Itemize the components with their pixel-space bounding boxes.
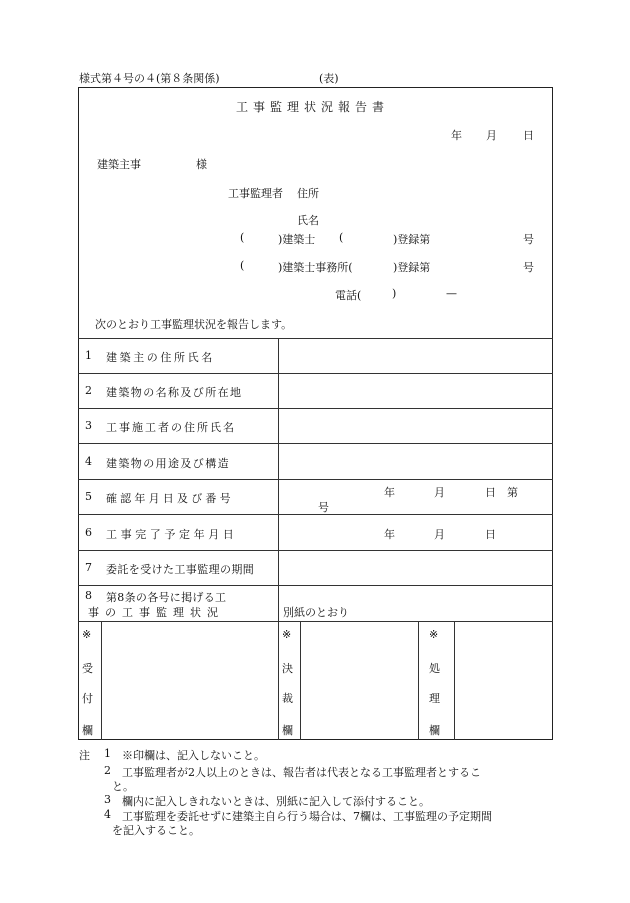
row5-month: 月 (434, 486, 445, 499)
stamp-char: 処 (429, 662, 440, 675)
architect-label: )建築士 (278, 233, 316, 246)
row-divider (78, 373, 553, 374)
row-label-confirmation: 確認年月日及び番号 (106, 492, 234, 505)
row-number: 2 (85, 384, 92, 397)
row-label-building: 建築物の名称及び所在地 (106, 386, 243, 399)
row-number: 5 (85, 490, 92, 503)
row-divider (78, 338, 553, 339)
row-divider (78, 585, 553, 586)
stamp-divider (454, 621, 455, 740)
stamp-mark: ※ (429, 628, 439, 641)
supervisor-label: 工事監理者 (228, 187, 283, 200)
row-label-completion: 工事完了予定年月日 (106, 528, 238, 541)
date-year: 年 (451, 129, 462, 142)
stamp-mark: ※ (82, 628, 92, 641)
note-text-continued: を記入すること。 (112, 824, 200, 837)
architect-open: ( (240, 231, 245, 244)
phone-label: 電話( (335, 289, 362, 302)
office-number-suffix: 号 (523, 261, 534, 274)
note-number: 4 (104, 808, 111, 821)
name-label: 氏名 (297, 214, 319, 227)
row-label-owner: 建築主の住所氏名 (106, 351, 215, 364)
row-label-status-line2: 事の工事監理状況 (88, 606, 224, 619)
row-number: 6 (85, 526, 92, 539)
note-number: 2 (104, 764, 111, 777)
row-label-use: 建築物の用途及び構造 (106, 457, 230, 470)
addressee: 建築主事 (97, 158, 141, 171)
row-divider (78, 514, 553, 515)
note-text: 工事監理者が2人以上のときは、報告者は代表となる工事監理者とするこ (122, 766, 481, 779)
date-day: 日 (523, 129, 534, 142)
row8-value: 別紙のとおり (283, 606, 349, 619)
stamp-char: 付 (82, 692, 93, 705)
row5-number: 号 (318, 501, 329, 514)
office-open: ( (240, 259, 245, 272)
phone-close: ) (392, 287, 397, 300)
office-registration-label: )登録第 (393, 261, 431, 274)
registration-number-suffix: 号 (523, 233, 534, 246)
stamp-char: 理 (429, 692, 440, 705)
row-divider (78, 443, 553, 444)
row-divider (78, 408, 553, 409)
date-month: 月 (486, 129, 497, 142)
row6-year: 年 (384, 528, 395, 541)
row5-year: 年 (384, 486, 395, 499)
row-number: 7 (85, 561, 92, 574)
phone-dash: — (446, 287, 457, 300)
stamp-char: 決 (282, 662, 293, 675)
stamp-char: 裁 (282, 692, 293, 705)
stamp-char: 受 (82, 662, 93, 675)
note-text: 欄内に記入しきれないときは、別紙に記入して添付すること。 (122, 795, 430, 808)
report-title: 工事監理状況報告書 (236, 100, 390, 114)
row-number: 4 (85, 455, 92, 468)
stamp-divider (300, 621, 301, 740)
intro-text: 次のとおり工事監理状況を報告します。 (95, 318, 293, 331)
row-divider (78, 479, 553, 480)
row-number: 8 (85, 589, 92, 602)
office-label: )建築士事務所( (278, 261, 353, 274)
stamp-divider (101, 621, 102, 740)
form-number: 様式第４号の４(第８条関係) (79, 72, 220, 85)
row-label-contractor: 工事施工者の住所氏名 (106, 421, 236, 434)
row5-day-number: 日 第 (485, 486, 518, 499)
notes-prefix: 注 (79, 749, 90, 762)
stamp-char: 欄 (282, 724, 293, 737)
stamp-divider (418, 621, 419, 740)
address-label: 住所 (297, 187, 319, 200)
row-divider (78, 550, 553, 551)
note-text-continued: と。 (112, 780, 134, 793)
registration-label: )登録第 (393, 233, 431, 246)
row-label-status-line1: 第8条の各号に掲げる工 (106, 591, 227, 604)
row6-day: 日 (485, 528, 496, 541)
addressee-suffix: 様 (196, 158, 207, 171)
stamp-mark: ※ (282, 628, 292, 641)
row-number: 3 (85, 419, 92, 432)
note-text: ※印欄は、記入しないこと。 (122, 749, 265, 762)
stamp-char: 欄 (82, 724, 93, 737)
architect-open2: ( (339, 231, 344, 244)
note-number: 1 (104, 747, 111, 760)
row-label-period: 委託を受けた工事監理の期間 (106, 563, 255, 576)
column-divider (278, 338, 279, 740)
form-side-label: (表) (319, 72, 339, 85)
note-number: 3 (104, 793, 111, 806)
note-text: 工事監理を委託せずに建築主自ら行う場合は、7欄は、工事監理の予定期間 (122, 810, 492, 823)
row-number: 1 (85, 349, 92, 362)
stamp-char: 欄 (429, 724, 440, 737)
row-divider (78, 621, 553, 622)
row6-month: 月 (434, 528, 445, 541)
